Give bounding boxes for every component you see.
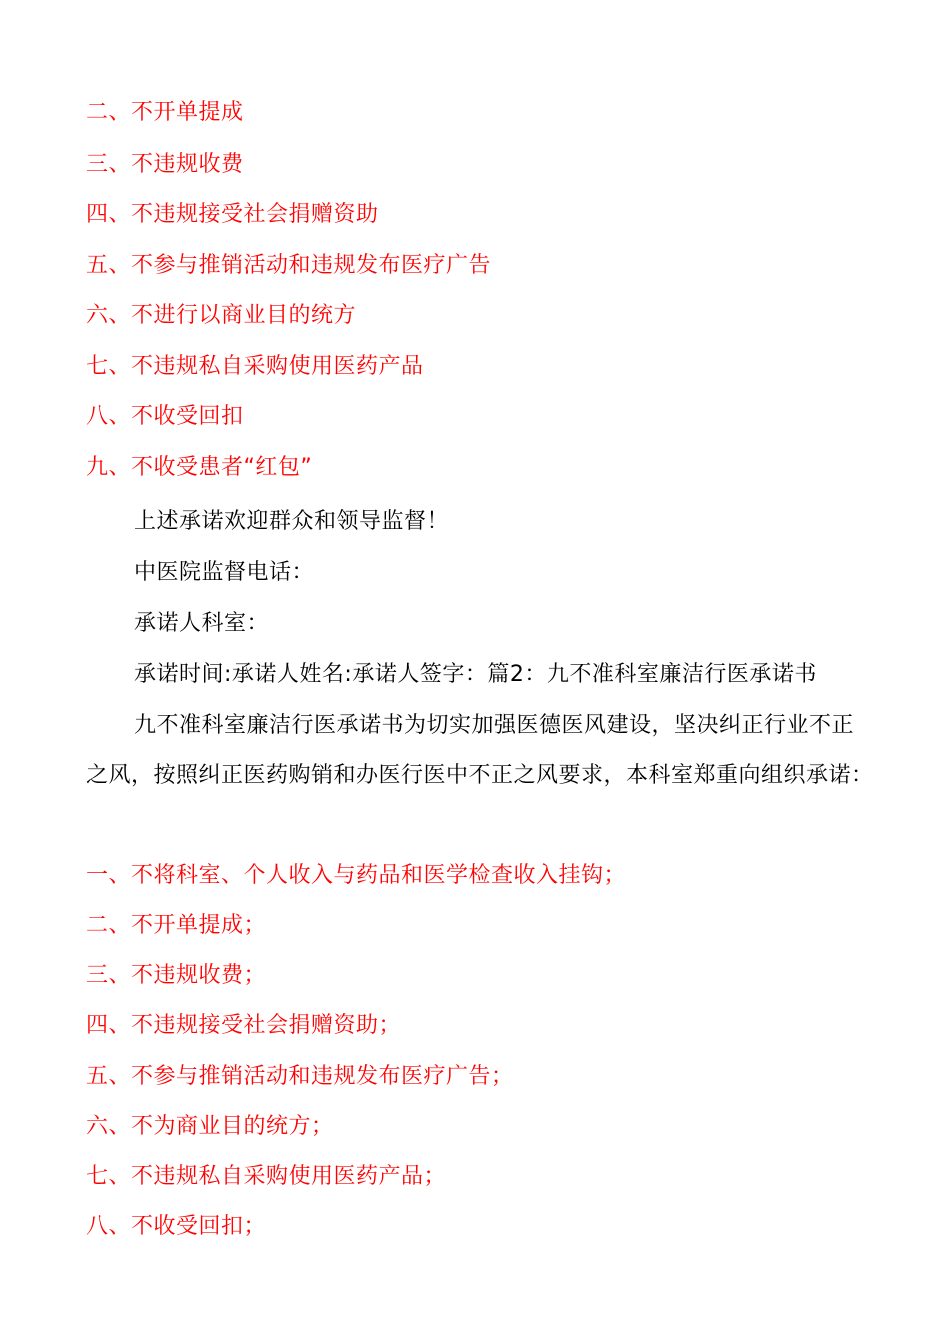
list2-item-2: 二、不开单提成； (86, 913, 267, 938)
list2-item-5: 五、不参与推销活动和违规发布医疗广告； (86, 1064, 514, 1089)
list1-item-3: 三、不违规收费 (86, 152, 244, 177)
statement-phone: 中医院监督电话： (134, 560, 315, 585)
statement-supervision: 上述承诺欢迎群众和领导监督！ (134, 509, 450, 534)
list2-item-3: 三、不违规收费； (86, 963, 267, 988)
intro-paragraph: 九不准科室廉洁行医承诺书为切实加强医德医风建设，坚决纠正行业不正之风，按照纠正医药购销和办医行医中不正之风要求，本科室郑重向组织承诺： (86, 713, 874, 788)
list1-item-5: 五、不参与推销活动和违规发布医疗广告 (86, 253, 492, 278)
list2-item-4: 四、不违规接受社会捐赠资助； (86, 1013, 402, 1038)
list1-item-6: 六、不进行以商业目的统方 (86, 303, 357, 328)
statement-signature: 承诺时间:承诺人姓名:承诺人签字：篇2：九不准科室廉洁行医承诺书 (134, 662, 817, 687)
list2-item-1: 一、不将科室、个人收入与药品和医学检查收入挂钩； (86, 863, 627, 888)
list1-item-4: 四、不违规接受社会捐赠资助 (86, 202, 379, 227)
list1-item-2: 二、不开单提成 (86, 100, 244, 125)
list1-item-7: 七、不违规私自采购使用医药产品 (86, 354, 424, 379)
statement-department: 承诺人科室： (134, 611, 270, 636)
list2-item-7: 七、不违规私自采购使用医药产品； (86, 1164, 447, 1189)
list1-item-9: 九、不收受患者“红包” (86, 455, 313, 480)
list2-item-8: 八、不收受回扣； (86, 1214, 267, 1239)
list2-item-6: 六、不为商业目的统方； (86, 1114, 334, 1139)
list1-item-8: 八、不收受回扣 (86, 404, 244, 429)
